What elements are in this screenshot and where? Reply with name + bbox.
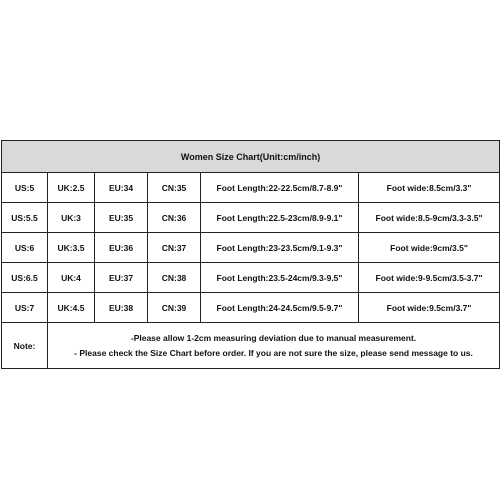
note-label: Note: xyxy=(2,323,48,369)
table-row xyxy=(2,293,500,323)
us-size-cell: US:7 xyxy=(2,293,48,323)
note-line-2: - Please check the Size Chart before order. If you are not sure the size, please send message to us. xyxy=(74,347,473,358)
chart-title: Women Size Chart(Unit:cm/inch) xyxy=(2,141,500,173)
foot-wide-cell: Foot wide:8.5cm/3.3" xyxy=(359,173,500,203)
us-size-cell: US:5 xyxy=(2,173,48,203)
foot-length-cell: Foot Length:22-22.5cm/8.7-8.9" xyxy=(201,173,359,203)
us-size-cell: US:5.5 xyxy=(2,203,48,233)
size-chart-table xyxy=(1,140,500,369)
table-row xyxy=(2,203,500,233)
uk-size-cell: UK:4 xyxy=(48,263,95,293)
uk-size-cell: UK:3 xyxy=(48,203,95,233)
foot-length-cell: Foot Length:23.5-24cm/9.3-9.5" xyxy=(201,263,359,293)
foot-wide-cell: Foot wide:9cm/3.5" xyxy=(359,233,500,263)
eu-size-cell: EU:38 xyxy=(95,293,148,323)
uk-size-cell: UK:2.5 xyxy=(48,173,95,203)
note-line-1: -Please allow 1-2cm measuring deviation due to manual measurement. xyxy=(130,332,417,343)
uk-size-cell: UK:4.5 xyxy=(48,293,95,323)
cn-size-cell: CN:36 xyxy=(148,203,201,233)
cn-size-cell: CN:39 xyxy=(148,293,201,323)
eu-size-cell: EU:34 xyxy=(95,173,148,203)
uk-size-cell: UK:3.5 xyxy=(48,233,95,263)
chart-title-row xyxy=(2,141,500,173)
foot-length-cell: Foot Length:23-23.5cm/9.1-9.3" xyxy=(201,233,359,263)
eu-size-cell: EU:37 xyxy=(95,263,148,293)
table-row xyxy=(2,173,500,203)
eu-size-cell: EU:36 xyxy=(95,233,148,263)
foot-length-cell: Foot Length:22.5-23cm/8.9-9.1" xyxy=(201,203,359,233)
table-row xyxy=(2,233,500,263)
cn-size-cell: CN:35 xyxy=(148,173,201,203)
cn-size-cell: CN:37 xyxy=(148,233,201,263)
us-size-cell: US:6.5 xyxy=(2,263,48,293)
foot-length-cell: Foot Length:24-24.5cm/9.5-9.7" xyxy=(201,293,359,323)
eu-size-cell: EU:35 xyxy=(95,203,148,233)
cn-size-cell: CN:38 xyxy=(148,263,201,293)
note-text xyxy=(48,323,500,369)
note-row xyxy=(2,323,500,369)
foot-wide-cell: Foot wide:9.5cm/3.7" xyxy=(359,293,500,323)
foot-wide-cell: Foot wide:8.5-9cm/3.3-3.5" xyxy=(359,203,500,233)
foot-wide-cell: Foot wide:9-9.5cm/3.5-3.7" xyxy=(359,263,500,293)
us-size-cell: US:6 xyxy=(2,233,48,263)
table-row xyxy=(2,263,500,293)
